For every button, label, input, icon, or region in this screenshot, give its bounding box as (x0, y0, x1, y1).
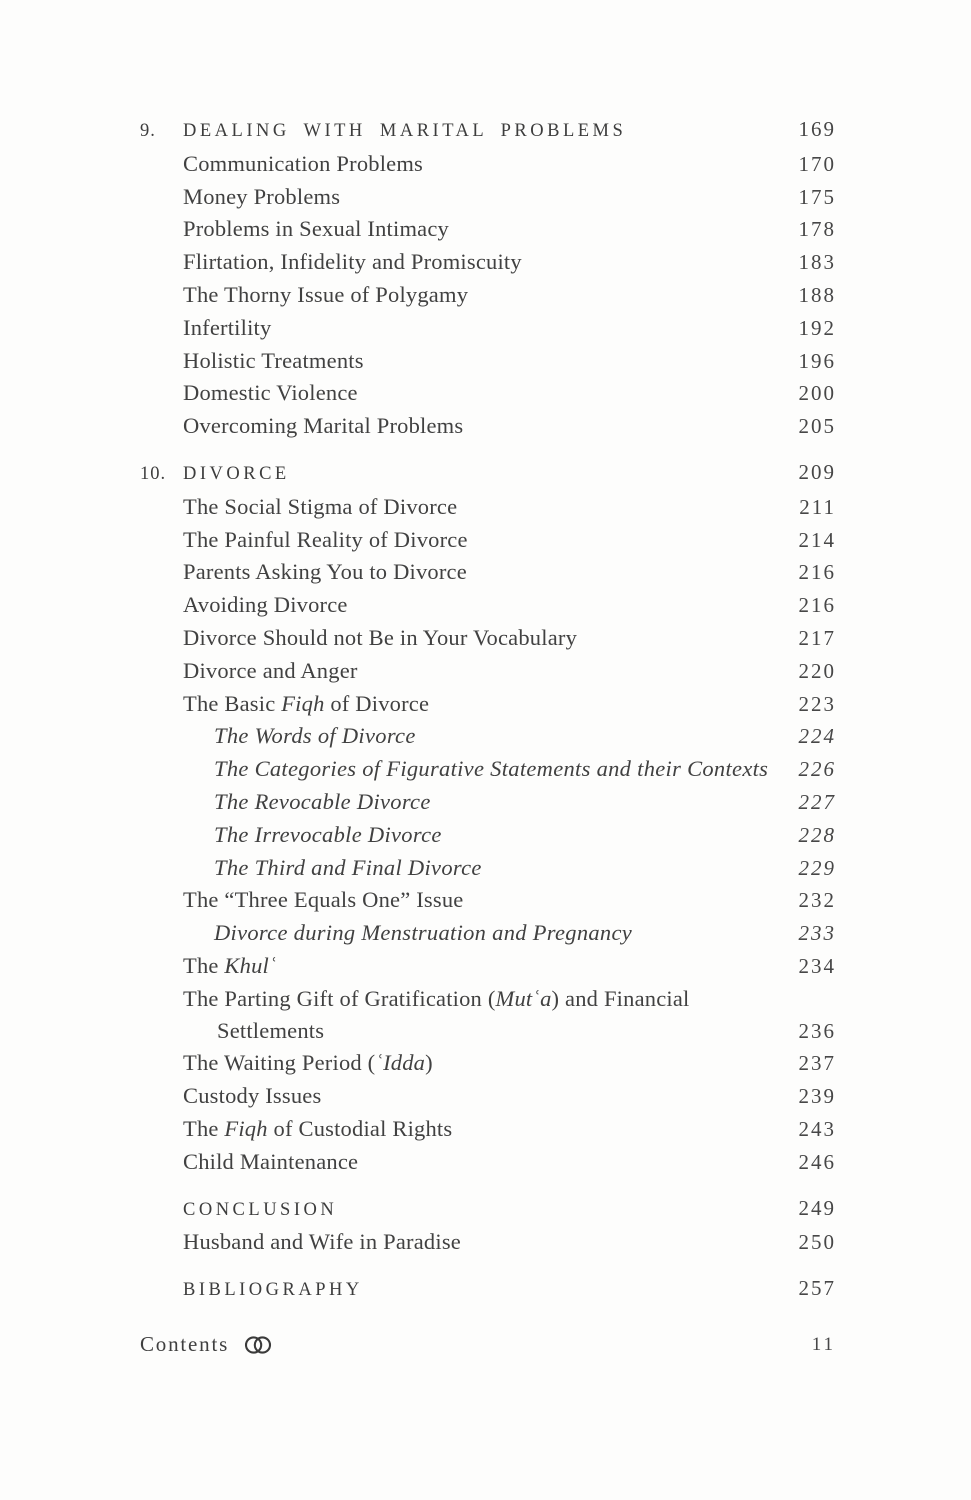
entry-page-number: 257 (798, 1276, 836, 1301)
entry-title: The “Three Equals One” Issue (183, 887, 464, 913)
entry-page-number: 223 (798, 691, 836, 716)
entry-title: Infertility (183, 314, 272, 340)
toc-entry-row (140, 950, 836, 983)
toc-entry-row (140, 852, 836, 885)
entry-page-number: 205 (798, 414, 836, 439)
entry-title: The Parting Gift of Gratification (Mutʿa) and Financial (183, 985, 690, 1011)
toc-entry-row (140, 884, 836, 917)
entry-title: The Waiting Period (ʿIdda) (183, 1050, 433, 1076)
entry-page-number: 170 (798, 151, 836, 176)
toc-entry-row (140, 786, 836, 819)
toc-entry-row (140, 655, 836, 688)
toc-entry-row (140, 181, 836, 214)
toc-entry-row (140, 1015, 836, 1048)
entry-title: BIBLIOGRAPHY (183, 1280, 363, 1301)
chapter-number: 9. (140, 121, 156, 141)
entry-title: Divorce Should not Be in Your Vocabulary (183, 624, 578, 650)
toc-entry-row (140, 1226, 836, 1259)
toc-entry-row (140, 213, 836, 246)
entry-title: Problems in Sexual Intimacy (183, 216, 449, 242)
entry-page-number: 169 (798, 117, 836, 141)
toc-entry-row (140, 1146, 836, 1179)
entry-title: Custody Issues (183, 1083, 322, 1109)
entry-page-number: 214 (798, 527, 836, 552)
toc-entry-row (140, 819, 836, 852)
entry-title: DIVORCE (183, 463, 290, 484)
toc-chapter-row (140, 1273, 836, 1307)
entry-title: Parents Asking You to Divorce (183, 559, 467, 585)
entry-page-number: 226 (798, 757, 836, 782)
entry-title: The Categories of Figurative Statements and their Contexts (214, 756, 769, 782)
entry-page-number: 232 (798, 888, 836, 913)
entry-page-number: 243 (798, 1116, 836, 1141)
toc-list (140, 114, 836, 1307)
entry-page-number: 183 (798, 250, 836, 275)
entry-title: The Fiqh of Custodial Rights (183, 1115, 453, 1141)
entry-page-number: 200 (798, 381, 836, 406)
entry-page-number: 246 (798, 1149, 836, 1174)
entry-title: Avoiding Divorce (183, 592, 348, 618)
entry-title: Overcoming Marital Problems (183, 413, 464, 439)
entry-page-number: 250 (798, 1230, 836, 1255)
entry-title: Husband and Wife in Paradise (183, 1229, 461, 1255)
entry-page-number: 233 (798, 921, 836, 946)
entry-page-number: 188 (798, 282, 836, 307)
footer-page-number: 11 (811, 1333, 836, 1355)
entry-page-number: 178 (798, 217, 836, 242)
entry-title: Child Maintenance (183, 1148, 359, 1174)
toc-entry-row (140, 279, 836, 312)
entry-title: The Social Stigma of Divorce (183, 493, 458, 519)
toc-entry-row (140, 688, 836, 721)
toc-entry-row (140, 410, 836, 443)
entry-page-number: 229 (798, 855, 836, 880)
toc-entry-row (140, 377, 836, 410)
entry-page-number: 209 (798, 459, 836, 484)
entry-page-number: 227 (798, 789, 836, 814)
toc-entry-row (140, 589, 836, 622)
entry-page-number: 249 (798, 1195, 836, 1220)
entry-page-number: 228 (798, 822, 836, 847)
toc-chapter-row (140, 1193, 836, 1227)
entry-title: DEALING WITH MARITAL PROBLEMS (183, 121, 627, 141)
entry-page-number: 192 (798, 315, 836, 340)
toc-entry-row (140, 622, 836, 655)
toc-entry-row (140, 1113, 836, 1146)
entry-title: Holistic Treatments (183, 347, 364, 373)
entry-page-number: 224 (798, 724, 836, 749)
entry-title: The Thorny Issue of Polygamy (183, 281, 469, 307)
entry-title: The Khulʿ (183, 952, 277, 978)
entry-title: The Painful Reality of Divorce (183, 526, 468, 552)
entry-page-number: 234 (798, 953, 836, 978)
entry-title: The Revocable Divorce (214, 788, 431, 814)
entry-title: Money Problems (183, 183, 341, 209)
toc-entry-row (140, 983, 836, 1015)
entry-title: Flirtation, Infidelity and Promiscuity (183, 249, 522, 275)
entry-title: The Third and Final Divorce (214, 854, 482, 880)
toc-entry-row (140, 524, 836, 557)
interlocked-rings-icon (243, 1335, 273, 1355)
entry-page-number: 220 (798, 658, 836, 683)
entry-page-number: 196 (798, 348, 836, 373)
toc-entry-row (140, 246, 836, 279)
entry-title: Divorce and Anger (183, 657, 358, 683)
entry-title: The Irrevocable Divorce (214, 821, 442, 847)
toc-entry-row (140, 556, 836, 589)
toc-entry-row (140, 720, 836, 753)
entry-title: Settlements (217, 1017, 325, 1043)
entry-page-number: 237 (798, 1051, 836, 1076)
entry-page-number: 175 (798, 184, 836, 209)
toc-entry-row (140, 753, 836, 786)
entry-title: Communication Problems (183, 150, 424, 176)
entry-title: CONCLUSION (183, 1199, 338, 1220)
toc-chapter-row (140, 114, 836, 148)
toc-entry-row (140, 312, 836, 345)
entry-page-number: 239 (798, 1084, 836, 1109)
chapter-number: 10. (140, 463, 167, 484)
entry-page-number: 216 (798, 593, 836, 618)
toc-entry-row (140, 491, 836, 524)
entry-page-number: 217 (798, 625, 836, 650)
page-footer (140, 1332, 836, 1357)
footer-contents-label: Contents (140, 1332, 230, 1356)
toc-entry-row (140, 148, 836, 181)
entry-page-number: 236 (798, 1018, 836, 1043)
toc-chapter-row (140, 457, 836, 491)
toc-entry-row (140, 917, 836, 950)
toc-entry-row (140, 345, 836, 378)
entry-page-number: 211 (799, 494, 836, 519)
toc-entry-row (140, 1047, 836, 1080)
entry-page-number: 216 (798, 560, 836, 585)
entry-title: The Words of Divorce (214, 723, 416, 749)
toc-entry-row (140, 1080, 836, 1113)
entry-title: Domestic Violence (183, 380, 358, 406)
entry-title: Divorce during Menstruation and Pregnancy (214, 920, 633, 946)
entry-title: The Basic Fiqh of Divorce (183, 690, 430, 716)
